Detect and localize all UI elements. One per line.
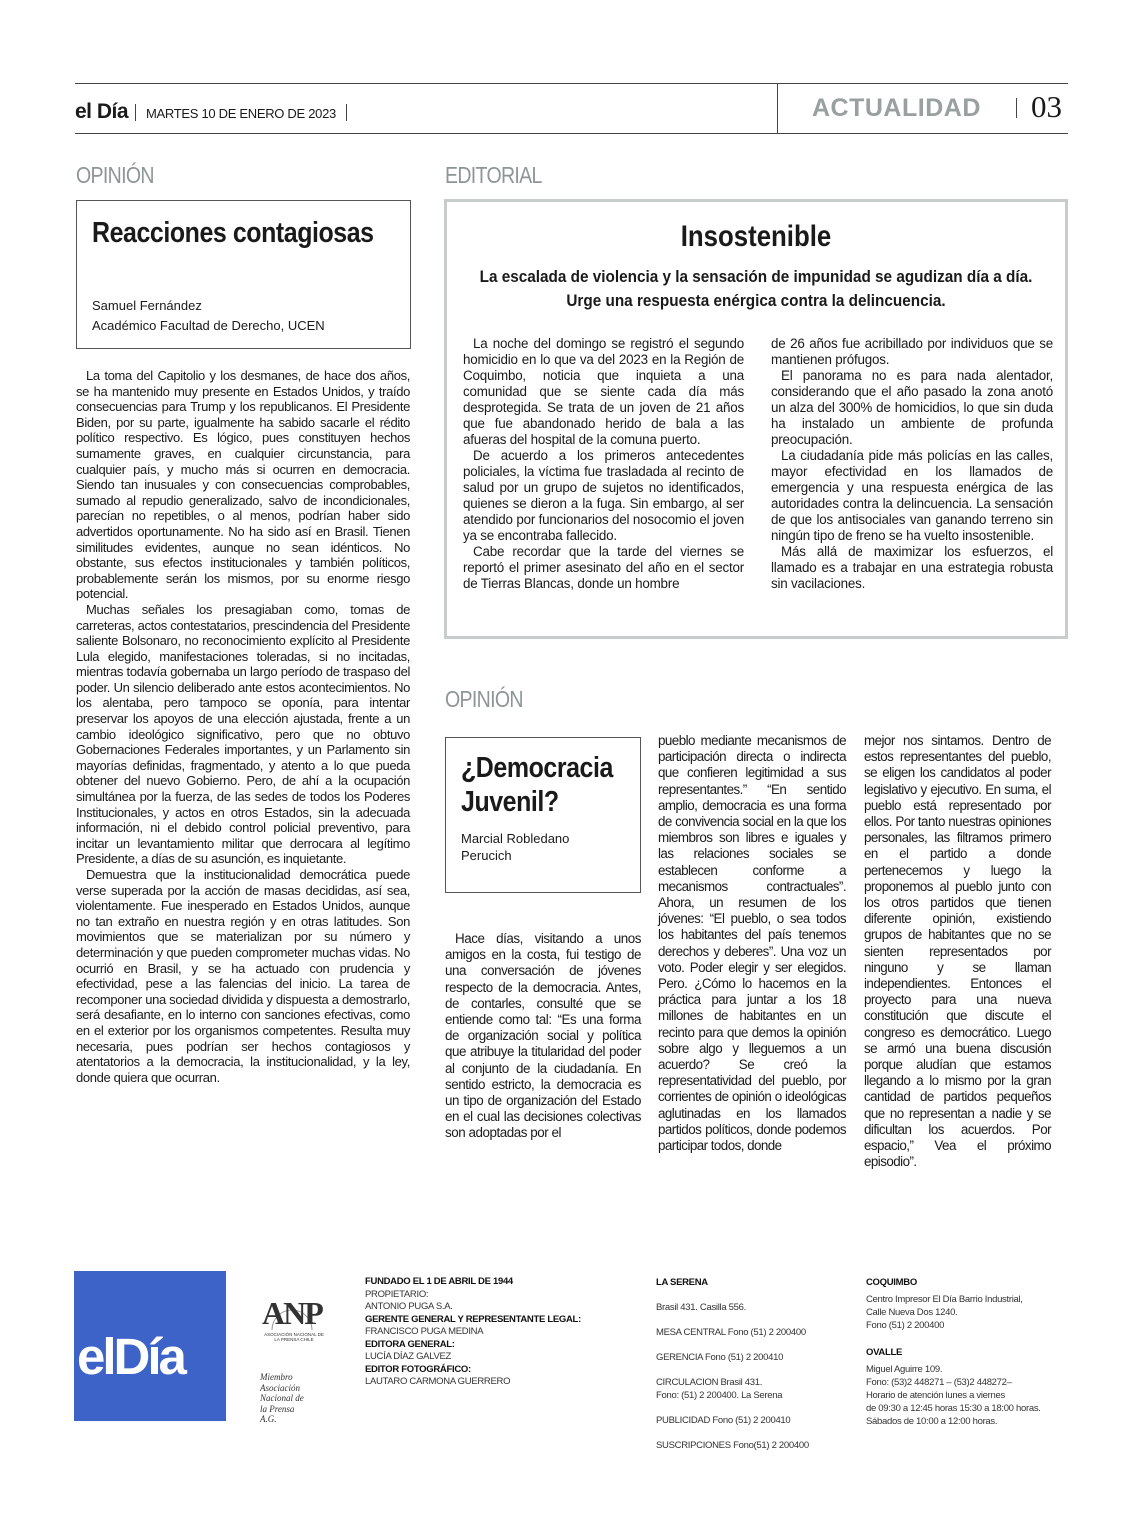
article-title: ¿Democracia Juvenil? (461, 752, 613, 818)
header-pipe (346, 104, 347, 121)
note-line: la Prensa (260, 1403, 295, 1414)
owner: ANTONIO PUGA S.A. (365, 1301, 453, 1312)
office-line: Brasil 431. Casilla 556. (656, 1302, 746, 1313)
note-line: A.G. (260, 1414, 277, 1424)
footer-credits (365, 1276, 645, 1389)
anp-member-note (260, 1372, 320, 1425)
section-label-opinion: OPINIÓN (76, 162, 154, 188)
note-line: Asociación (260, 1382, 300, 1393)
office-line: Calle Nueva Dos 1240. (866, 1307, 958, 1318)
paragraph: La noche del domingo se registró el segundo homicidio en lo que va del 2023 en la Región de Coquimbo, noticia que inquieta a una comunidad que se siente cada día más desprotegida. Se trata de un joven de 21 años que fue abandonado herido de bala a las afueras del hospital de la comuna puerto. (463, 336, 744, 447)
paragraph: Muchas señales los presagiaban como, tomas de carreteras, actos contestatarios, prescindencia del Presidente saliente Bolsonaro, no reconocimiento explícito al Presidente Lula elegido, manifestaciones toleradas, si no incitadas, mientras todavía gobernaba un largo período de traspaso del poder. Un silencio deliberado ante estos acontecimientos. No los alentaba, pero tampoco se oponía, para intentar preservar los apoyos de una elección ajustada, frente a un cambio ideológico significativo, pero que no obtuvo Gobernaciones Federales importantes, y un Parlamento sin mayorías definidas, fragmentado, y atento a lo que pueda obtener del nuevo Gobierno. Pero, de ahí a la ocupación simultánea por la fuerza, de las sedes de todos los Poderes Institucionales, y actos en otros Estados, sin la adecuada información, ni el debido control policial preventivo, para incitar un levantamiento militar que derrocara al legítimo Presidente, a días de su asunción, es inquietante. (76, 601, 410, 867)
manager-label: GERENTE GENERAL Y REPRESENTANTE LEGAL: (365, 1313, 581, 1325)
office-line: Miguel Aguirre 109. (866, 1364, 943, 1375)
paragraph: Cabe recordar que la tarde del viernes se reportó el primer asesinato del año en el sector de Tierras Blancas, donde un hombre (463, 544, 744, 591)
manager: FRANCISCO PUGA MEDINA (365, 1326, 484, 1337)
office-title: COQUIMBO (866, 1277, 917, 1288)
header-bottom-rule (75, 133, 1068, 134)
office-title: LA SERENA (656, 1277, 708, 1288)
paragraph: Más allá de maximizar los esfuerzos, el llamado es a trabajar en una estrategia robusta sin vacilaciones. (771, 544, 1053, 591)
office-line: GERENCIA Fono (51) 2 200410 (656, 1352, 784, 1363)
paragraph: mejor nos sintamos. Dentro de estos representantes del pueblo, se eligen los candidatos al poder legislativo y ejecutivo. En suma, el pueblo está representado por ellos. Por tanto nuestras opiniones personales, las filtramos primero en el partido a donde pertenecemos y luego la proponemos al pueblo junto con los otros partidos que tienen diferente opinión, existiendo grupos de habitantes que no se sienten representados por ninguno y se llaman independientes. Entonces el proyecto para una nueva constitución que discute el congreso es democrático. Luego se armó una buena discusión porque aludían que estamos llegando a lo mismo por la gran cantidad de partidos pequeños que no representan a nadie y se dificultan los acuerdos. Por espacio,” Vea el próximo episodio”. (864, 733, 1051, 1170)
paragraph: Hace días, visitando a unos amigos en la costa, fui testigo de una conversación de jóvenes respecto de la democracia. Antes, de contarles, consulté que se entiende como tal: “Es una forma de organización social y política que atribuye la titularidad del poder al conjunto de la ciudadanía. En sentido estricto, la democracia es un tipo de organización del Estado en el cual las decisiones colectivas son adoptadas por el (445, 931, 641, 1141)
issue-date: MARTES 10 DE ENERO DE 2023 (146, 106, 336, 121)
footer-la-serena (656, 1276, 856, 1452)
subtitle-line: Urge una respuesta enérgica contra la delincuencia. (566, 291, 946, 310)
office-title: OVALLE (866, 1347, 903, 1358)
footer-logo (74, 1271, 226, 1421)
footer-coquimbo-ovalle (866, 1276, 1066, 1428)
article-author (461, 830, 569, 864)
masthead-logo: el Día (75, 100, 129, 123)
editorial-column-2 (771, 336, 1053, 592)
editorial-title: Insostenible (680, 220, 832, 253)
section-label-editorial: EDITORIAL (445, 162, 542, 188)
office-line: Horario de atención lunes a viernes (866, 1390, 1005, 1401)
founded-line: FUNDADO EL 1 DE ABRIL DE 1944 (365, 1276, 513, 1287)
paragraph: de 26 años fue acribillado por individuos que se mantienen prófugos. (771, 336, 1053, 367)
office-line: Fono: (53)2 448271 – (53)2 448272– (866, 1377, 1012, 1388)
anp-logo-text: ANP (262, 1295, 322, 1331)
photo-editor: LAUTARO CARMONA GUERRERO (365, 1376, 511, 1387)
photo-editor-label: EDITOR FOTOGRÁFICO: (365, 1363, 471, 1375)
subtitle-line: La escalada de violencia y la sensación de impunidad se agudizan día a día. (479, 267, 1033, 286)
office-line: de 09:30 a 12:45 horas 15:30 a 18:00 horas. (866, 1403, 1041, 1414)
article-column-1 (445, 931, 641, 1142)
article-body (76, 368, 410, 1085)
editorial-subtitle (447, 265, 1065, 313)
opinion-title-box (445, 737, 641, 893)
opinion-title-box (76, 200, 411, 349)
office-line: PUBLICIDAD Fono (51) 2 200410 (656, 1415, 791, 1426)
author-role: Académico Facultad de Derecho, UCEN (92, 318, 325, 333)
office-line: Fono (51) 2 200400 (866, 1320, 945, 1331)
editor-label: EDITORA GENERAL: (365, 1338, 455, 1350)
paragraph: pueblo mediante mecanismos de participación directa o indirecta que confieren legitimidad a sus representantes.” “En sentido amplio, democracia es una forma de convivencia social en la que los miembros son libres e iguales y las relaciones sociales se establecen conforme a mecanismos contractuales”. Ahora, un resumen de los jóvenes: “El pueblo, o sea todos los habitantes del país tenemos derechos y deberes”. Una voz un voto. Poder elegir y ser elegidos. Pero. ¿Cómo lo hacemos en la práctica para juntar a los 18 millones de habitantes en un recinto para que demos la opinión sobre algo y lleguemos a un acuerdo? Se creó la representatividad del pueblo, por corrientes de opinión o ideológicas aglutinadas en los llamados partidos políticos, donde podemos participar todos, donde (658, 733, 846, 1154)
paragraph: El panorama no es para nada alentador, considerando que el año pasado la zona anotó un alza del 300% de homicidios, lo que sin duda ha instalado un ambiente de profunda preocupación. (771, 368, 1053, 447)
footer-logo-text: elDía (77, 1328, 184, 1385)
office-line: CIRCULACION Brasil 431. (656, 1377, 763, 1388)
article-title: Reacciones contagiosas (92, 217, 374, 249)
author-name: Samuel Fernández (92, 298, 202, 313)
office-line: SUSCRIPCIONES Fono(51) 2 200400 (656, 1440, 809, 1451)
editorial-box (444, 199, 1068, 639)
office-line: Centro Impresor El Día Barrio Industrial, (866, 1294, 1023, 1305)
office-line: Sábados de 10:00 a 12:00 horas. (866, 1416, 998, 1427)
author-name: Perucich (461, 848, 512, 863)
section-name: ACTUALIDAD (812, 94, 981, 122)
header-divider (777, 83, 778, 134)
office-line: MESA CENTRAL Fono (51) 2 200400 (656, 1327, 806, 1338)
article-author (92, 296, 325, 336)
note-line: Nacional de (260, 1393, 304, 1403)
paragraph: La toma del Capitolio y los desmanes, de hace dos años, se ha mantenido muy presente en Estados Unidos, y traído consecuencias para Trump y los republicanos. El Presidente Biden, por su parte, igualmente ha sabido sacarle el rédito político respectivo. Es lógico, pues constituyen hechos sumamente graves, en cualquier circunstancia, para cualquier país, y mucho más si ocurren en democracia. Siendo tan inusuales y con consecuencias comprobables, sumado al repudio generalizado, salvo de incondicionales, parecían no repetibles, o al menos, podrían haber sido advertidos oportunamente. No ha sido así en Brasil. Tienen similitudes evidentes, aunque no sean idénticos. No obstante, sus efectos institucionales y también políticos, probablemente serán los mismos, por su enorme riesgo potencial. (76, 368, 410, 602)
header-top-rule (75, 83, 1068, 84)
note-line: Miembro (260, 1372, 293, 1382)
paragraph: La ciudadanía pide más policías en las calles, mayor efectividad en los llamados de emergencia y una respuesta enérgica de las autoridades contra la delincuencia. La sensación de que los antisociales van ganando terreno sin ningún tipo de freno se ha vuelto insostenible. (771, 448, 1053, 543)
paragraph: Demuestra que la institucionalidad democrática puede verse superada por la acción de masas decididas, así sea, violentamente. Fue inesperado en Estados Unidos, aunque no tan extraño en nuestra región y en otras latitudes. Son movimientos que se materializan por su número y determinación y que pueden comprometer muchas vidas. No ocurrió en Brasil, y se ha actuado con prudencia y efectividad, pese a las falencias del inicio. La tarea de recomponer una sociedad dividida y dispuesta a demostrarlo, será desafiante, en lo interno con sanciones efectivas, como en el exterior por los organismos competentes. Resulta muy necesaria, pues podrían ser hechos contagiosos y atentatorios a la democracia, la institucionalidad, y la ley, donde quiera que ocurran. (76, 867, 410, 1085)
editor: LUCÍA DÍAZ GALVEZ (365, 1351, 452, 1362)
paragraph: De acuerdo a los primeros antecedentes policiales, la víctima fue trasladada al recinto de salud por un grupo de sujetos no identificados, quienes se dieron a la fuga. Sin embargo, al ser atendido por funcionarios del nosocomio el joven ya se encontraba fallecido. (463, 448, 744, 543)
owner-label: PROPIETARIO: (365, 1288, 429, 1300)
article-column-3 (864, 733, 1051, 1170)
section-label-opinion: OPINIÓN (445, 686, 523, 712)
article-column-2 (658, 733, 846, 1154)
anp-caption: ASOCIACIÓN NACIONAL DE LA PRENSA CHILE (264, 1332, 324, 1342)
header-pipe (1016, 98, 1017, 118)
header-pipe (135, 104, 136, 121)
page-number: 03 (1031, 89, 1062, 124)
editorial-column-1 (463, 336, 744, 592)
office-line: Fono: (51) 2 200400. La Serena (656, 1390, 783, 1401)
author-name: Marcial Robledano (461, 831, 570, 846)
